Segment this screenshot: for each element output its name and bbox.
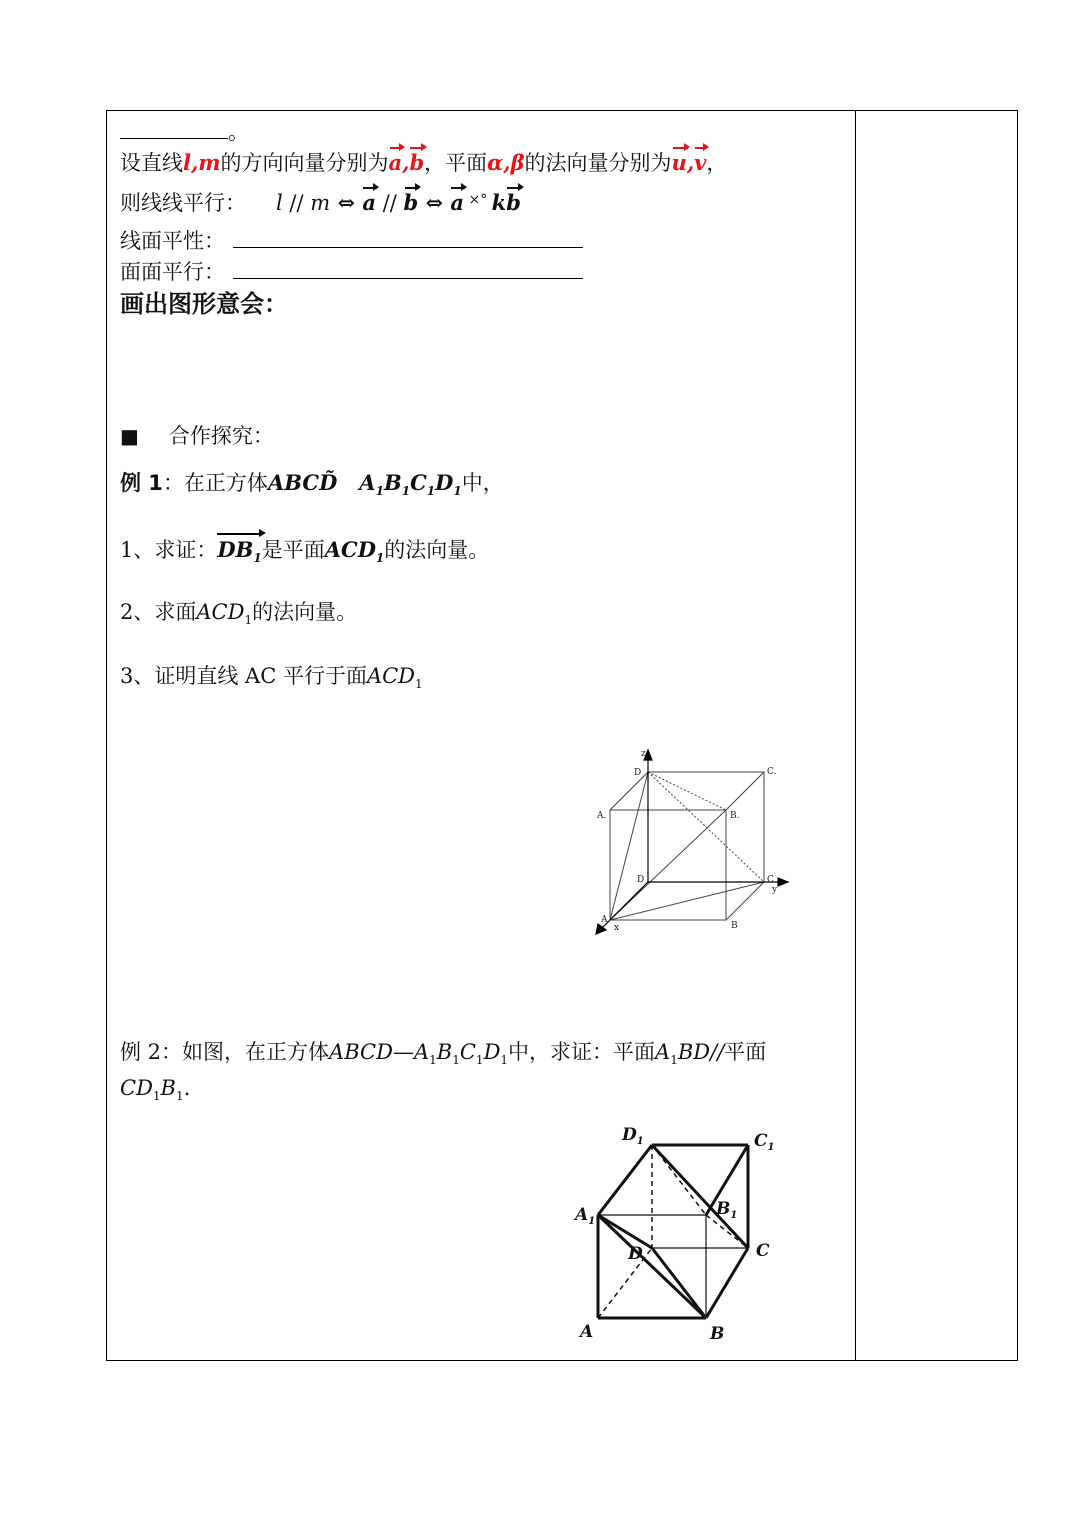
edge-b-c — [706, 1248, 748, 1318]
cube-parallel-planes-figure — [570, 1118, 790, 1348]
label-c1: $C_1$ — [754, 1131, 775, 1153]
diagonal — [610, 772, 648, 920]
label-c: C — [756, 1241, 770, 1261]
hidden-edge-d1-b1 — [652, 1145, 706, 1215]
label-b: B — [710, 1324, 725, 1344]
label-a1: $A_1$ — [575, 1205, 596, 1227]
blank — [233, 256, 583, 279]
cooperative-section: ■ 合作探究： — [120, 424, 274, 448]
hidden-edge-a-d — [598, 1248, 652, 1318]
label-a-top: A. — [597, 811, 607, 821]
square-bullet-icon: ■ — [120, 424, 139, 448]
edge — [610, 772, 648, 810]
label-b1: $B_1$ — [716, 1199, 738, 1221]
cube-coordinate-figure — [590, 745, 800, 940]
direction-vector-line: 设直线l,m的方向向量分别为a,b，平面α,β的法向量分别为u,v， — [120, 150, 728, 175]
y-arrow-icon — [778, 878, 788, 886]
line-plane-parallel: 线面平性： — [120, 225, 583, 254]
question-2: 2、求面$ACD_1$的法向量。 — [120, 600, 358, 628]
label-a: A — [580, 1322, 594, 1342]
edge-d1-c — [652, 1145, 748, 1248]
diagonal — [610, 882, 764, 920]
blank — [233, 225, 583, 248]
example-2-line-2: $CD_1B_1$. — [120, 1076, 191, 1104]
answer-blank-line: 。 — [120, 120, 249, 145]
draw-figure-heading: 画出图形意会： — [120, 290, 288, 318]
edge-a1-d — [598, 1215, 652, 1248]
example-2-line-1: 例 2：如图，在正方体$ABCD—A_1B_1C_1D_1$中，求证：平面$A_1BD//$平面 — [120, 1040, 767, 1068]
label-d1: $D_1$ — [622, 1125, 644, 1147]
label-c-top: C. — [767, 767, 777, 777]
line-line-parallel: 则线线平行： l // m ⇔ a // b ⇔ a ×° kb — [120, 190, 521, 215]
label-d: D — [628, 1244, 643, 1264]
edge — [726, 882, 764, 920]
label-b-top: B. — [730, 811, 740, 821]
edge-a1-d1 — [598, 1145, 652, 1215]
dashed-diagonal — [648, 772, 726, 810]
edge-d-b — [652, 1248, 706, 1318]
plane-plane-parallel: 面面平行： — [120, 256, 583, 285]
label-d-bottom: D — [637, 875, 645, 885]
example-1-title: 例 1：在正方体ABCD $A_1B_1C_1D_1$中， — [120, 470, 504, 499]
label-c-bottom: C — [767, 875, 774, 885]
column-divider — [855, 110, 856, 1361]
blank — [120, 120, 228, 139]
label-z: z — [641, 749, 646, 759]
hidden-edge-b1-c — [706, 1215, 748, 1248]
dashed-diagonal — [648, 772, 764, 882]
label-b-bottom: B — [731, 921, 738, 931]
cube-back-face — [648, 772, 764, 882]
label-a-bottom: A — [601, 915, 608, 925]
question-3: 3、证明直线 AC 平行于面$ACD_1$ — [120, 664, 423, 692]
label-x: x — [614, 923, 620, 933]
label-d-top: D — [634, 768, 642, 778]
question-1: 1、求证： $DB_1$是平面$ACD_1$的法向量。 — [120, 537, 489, 566]
edge — [726, 772, 764, 810]
diagonal — [610, 810, 726, 920]
label-y: y — [772, 885, 778, 895]
